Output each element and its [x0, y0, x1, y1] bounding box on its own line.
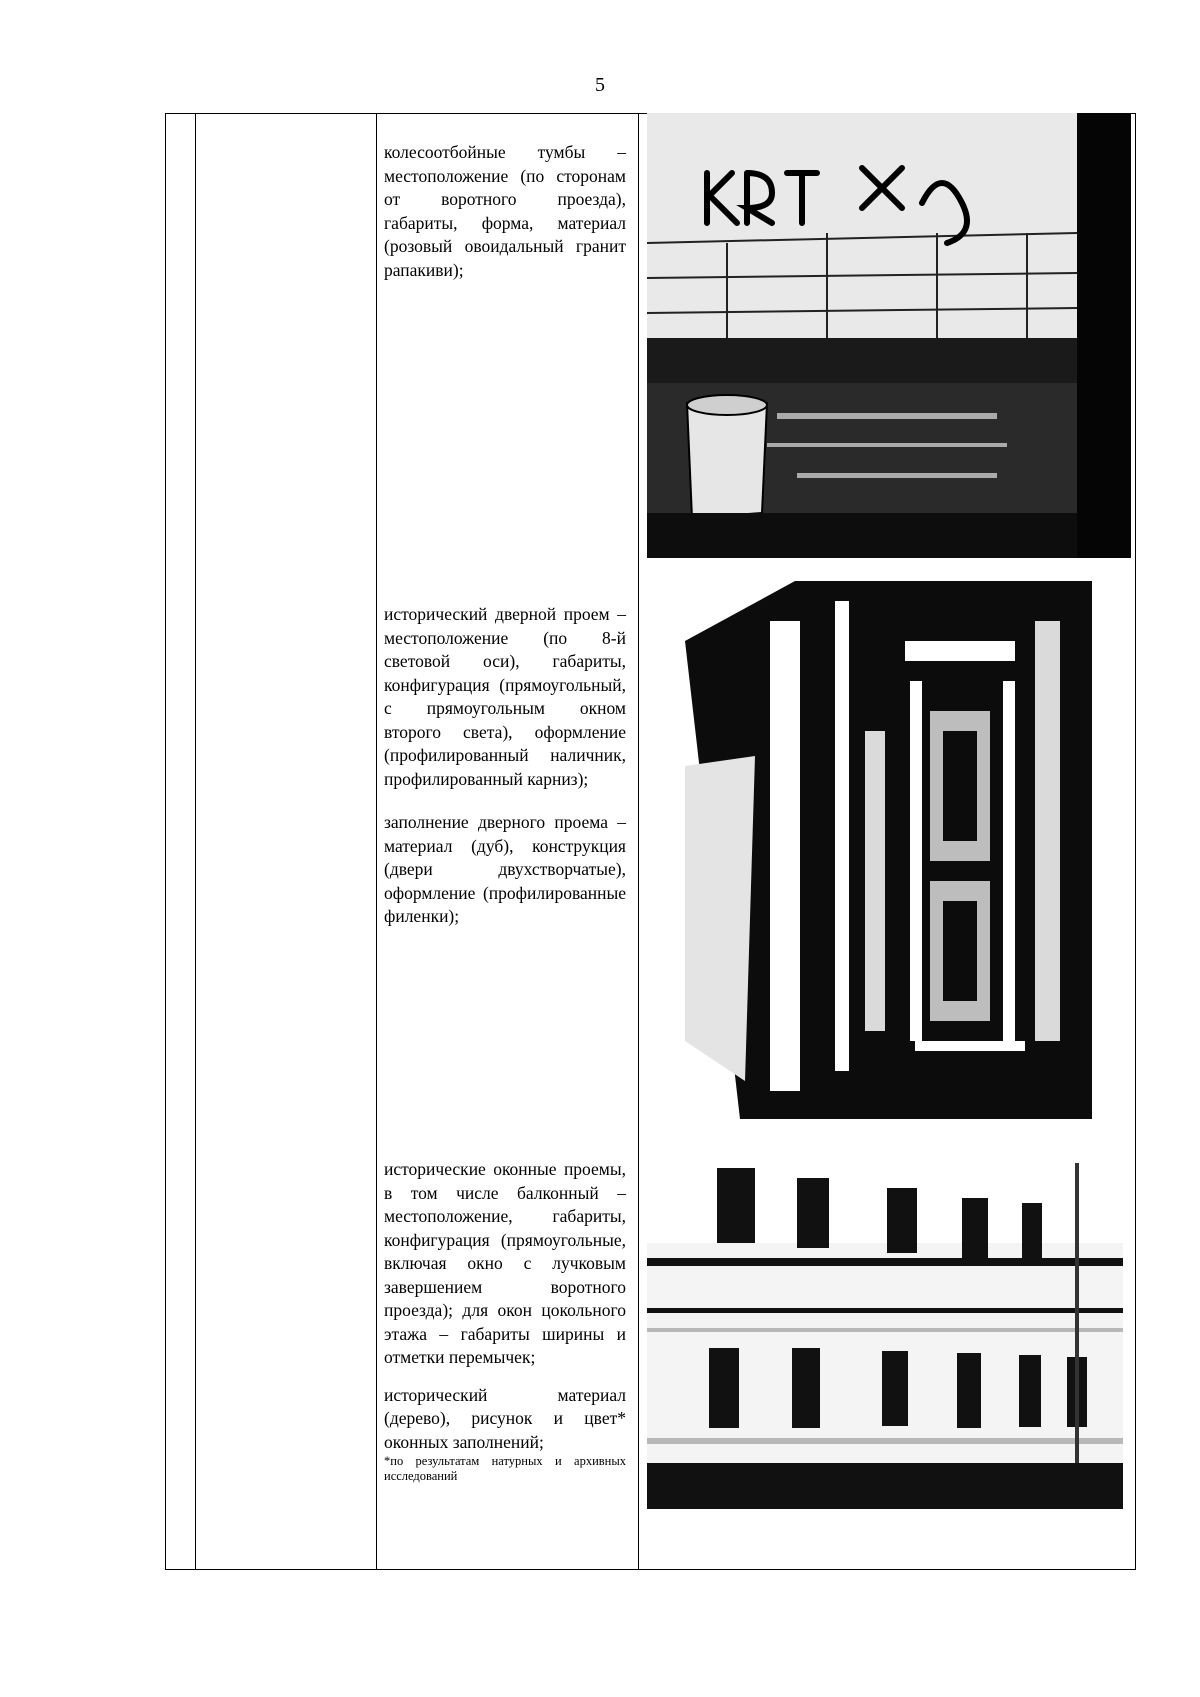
- page-number: 5: [595, 74, 605, 96]
- column-divider: [195, 114, 196, 1569]
- description-paragraph: исторические оконные проемы, в том числе балконный – местоположение, габариты, конфигурация (прямоугольные, включая окно с лучковым завершением воротного проезда); для окон цокольного этажа – габариты ширины и отметки перемычек;: [384, 1159, 626, 1367]
- description-paragraph: исторический дверной проем – местоположение (по 8-й световой оси), габариты, конфигурация (прямоугольный, с прямоугольным окном второго света), оформление (профилированный наличник, профилированный карниз);: [384, 604, 626, 789]
- description-paragraph: колесоотбойные тумбы – местоположение (по сторонам от воротного проезда), габариты, форма, материал (розовый овоидальный гранит рапакиви);: [384, 142, 626, 280]
- column-divider: [376, 114, 377, 1569]
- row-1-description: [384, 141, 626, 294]
- column-divider: [638, 114, 639, 1569]
- photo-gate-bollard: [647, 113, 1131, 558]
- photo-doorway: [685, 581, 1092, 1119]
- row-3-description: [384, 1158, 626, 1496]
- footnote: *по результатам натурных и архивных исследований: [384, 1454, 626, 1483]
- row-2-description: [384, 603, 626, 941]
- photo-facade: [647, 1163, 1123, 1509]
- description-paragraph: исторический материал (дерево), рисунок и цвет* оконных заполнений;: [384, 1384, 626, 1452]
- description-paragraph: заполнение дверного проема – материал (дуб), конструкция (двери двухстворчатые), оформление (профилированные филенки);: [384, 812, 626, 926]
